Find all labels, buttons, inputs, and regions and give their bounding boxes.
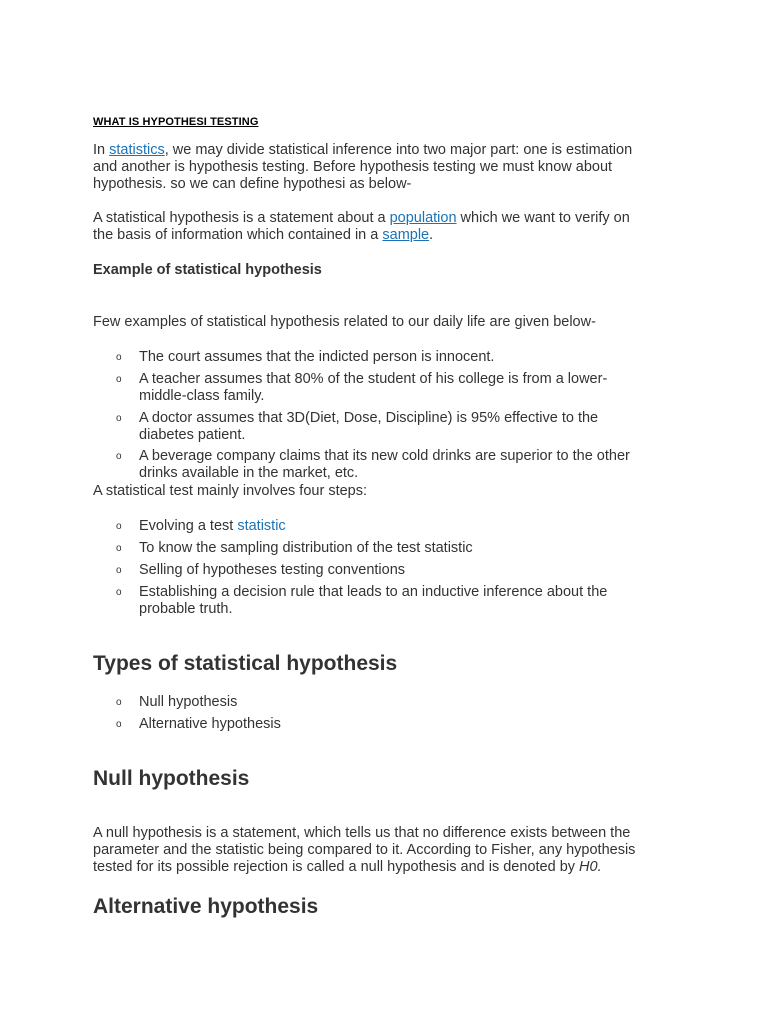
list-item-text bbox=[139, 410, 679, 444]
list-item-text: Alternative hypothesis bbox=[139, 716, 281, 732]
sample-link[interactable]: sample bbox=[382, 227, 430, 244]
bullet-circle-icon: o bbox=[116, 543, 122, 554]
example-lead: Few examples of statistical hypothesis related to our daily life are given below- bbox=[93, 314, 596, 330]
list-item-text bbox=[139, 371, 679, 405]
list-item-line: The court assumes that the indicted person is innocent. bbox=[139, 349, 495, 365]
definition-text: . bbox=[429, 227, 434, 244]
steps-lead: A statistical test mainly involves four steps: bbox=[93, 483, 367, 499]
list-item-line: A beverage company claims that its new cold drinks are superior to the other bbox=[139, 448, 630, 464]
definition-text: which we want to verify on bbox=[456, 210, 630, 226]
list-item-text bbox=[139, 584, 679, 618]
list-item-line: A doctor assumes that 3D(Diet, Dose, Discipline) is 95% effective to the bbox=[139, 410, 599, 426]
definition-line-1 bbox=[93, 210, 693, 227]
statistics-link[interactable]: statistics bbox=[109, 142, 165, 158]
bullet-circle-icon: o bbox=[116, 587, 122, 598]
definition-text: the basis of information which contained in a bbox=[93, 227, 383, 244]
null-line-2: parameter and the statistic being compared to it. According to Fisher, any hypothesis bbox=[93, 842, 636, 859]
intro-paragraph bbox=[93, 142, 693, 194]
null-line-1: A null hypothesis is a statement, which tells us that no difference exists between the bbox=[93, 825, 631, 841]
list-item-text: Null hypothesis bbox=[139, 694, 238, 710]
bullet-circle-icon: o bbox=[116, 697, 122, 708]
list-item-line: diabetes patient. bbox=[139, 427, 246, 444]
null-text: tested for its possible rejection is called a null hypothesis and is denoted by bbox=[93, 859, 580, 876]
document-title: WHAT IS HYPOTHESI TESTING bbox=[93, 116, 259, 128]
definition-paragraph bbox=[93, 210, 693, 244]
list-item-text bbox=[139, 518, 679, 535]
null-hypothesis-paragraph bbox=[93, 825, 713, 877]
null-text: . bbox=[597, 859, 602, 876]
list-item-text: Selling of hypotheses testing conventions bbox=[139, 562, 406, 578]
definition-line-2 bbox=[93, 227, 693, 244]
list-item-line: Evolving a test bbox=[139, 518, 238, 534]
intro-line-3: hypothesis. so we can define hypothesi as below- bbox=[93, 176, 412, 193]
intro-line-1 bbox=[93, 142, 693, 159]
bullet-circle-icon: o bbox=[116, 451, 122, 462]
list-item-line: Establishing a decision rule that leads to an inductive inference about the bbox=[139, 584, 608, 600]
list-item-line: drinks available in the market, etc. bbox=[139, 465, 359, 482]
example-heading: Example of statistical hypothesis bbox=[93, 262, 322, 278]
population-link[interactable]: population bbox=[389, 210, 457, 226]
intro-text: In bbox=[93, 142, 110, 158]
list-item-text bbox=[139, 349, 679, 366]
list-item-line: probable truth. bbox=[139, 601, 233, 618]
intro-text: , we may divide statistical inference into two major part: one is estimation bbox=[164, 142, 633, 158]
bullet-circle-icon: o bbox=[116, 719, 122, 730]
definition-text: A statistical hypothesis is a statement about a bbox=[93, 210, 390, 226]
null-hypothesis-heading: Null hypothesis bbox=[93, 767, 250, 790]
list-item-line: middle-class family. bbox=[139, 388, 265, 405]
h0-symbol: H0 bbox=[579, 859, 598, 876]
intro-line-2: and another is hypothesis testing. Before hypothesis testing we must know about bbox=[93, 159, 613, 176]
statistic-link[interactable]: statistic bbox=[237, 518, 286, 534]
types-heading: Types of statistical hypothesis bbox=[93, 652, 398, 675]
list-item-text: To know the sampling distribution of the test statistic bbox=[139, 540, 473, 556]
bullet-circle-icon: o bbox=[116, 413, 122, 424]
list-item-text bbox=[139, 448, 679, 482]
bullet-circle-icon: o bbox=[116, 374, 122, 385]
bullet-circle-icon: o bbox=[116, 521, 122, 532]
bullet-circle-icon: o bbox=[116, 565, 122, 576]
bullet-circle-icon: o bbox=[116, 352, 122, 363]
list-item-line: A teacher assumes that 80% of the student of his college is from a lower- bbox=[139, 371, 608, 387]
null-line-3 bbox=[93, 859, 713, 876]
alternative-hypothesis-heading: Alternative hypothesis bbox=[93, 895, 319, 918]
